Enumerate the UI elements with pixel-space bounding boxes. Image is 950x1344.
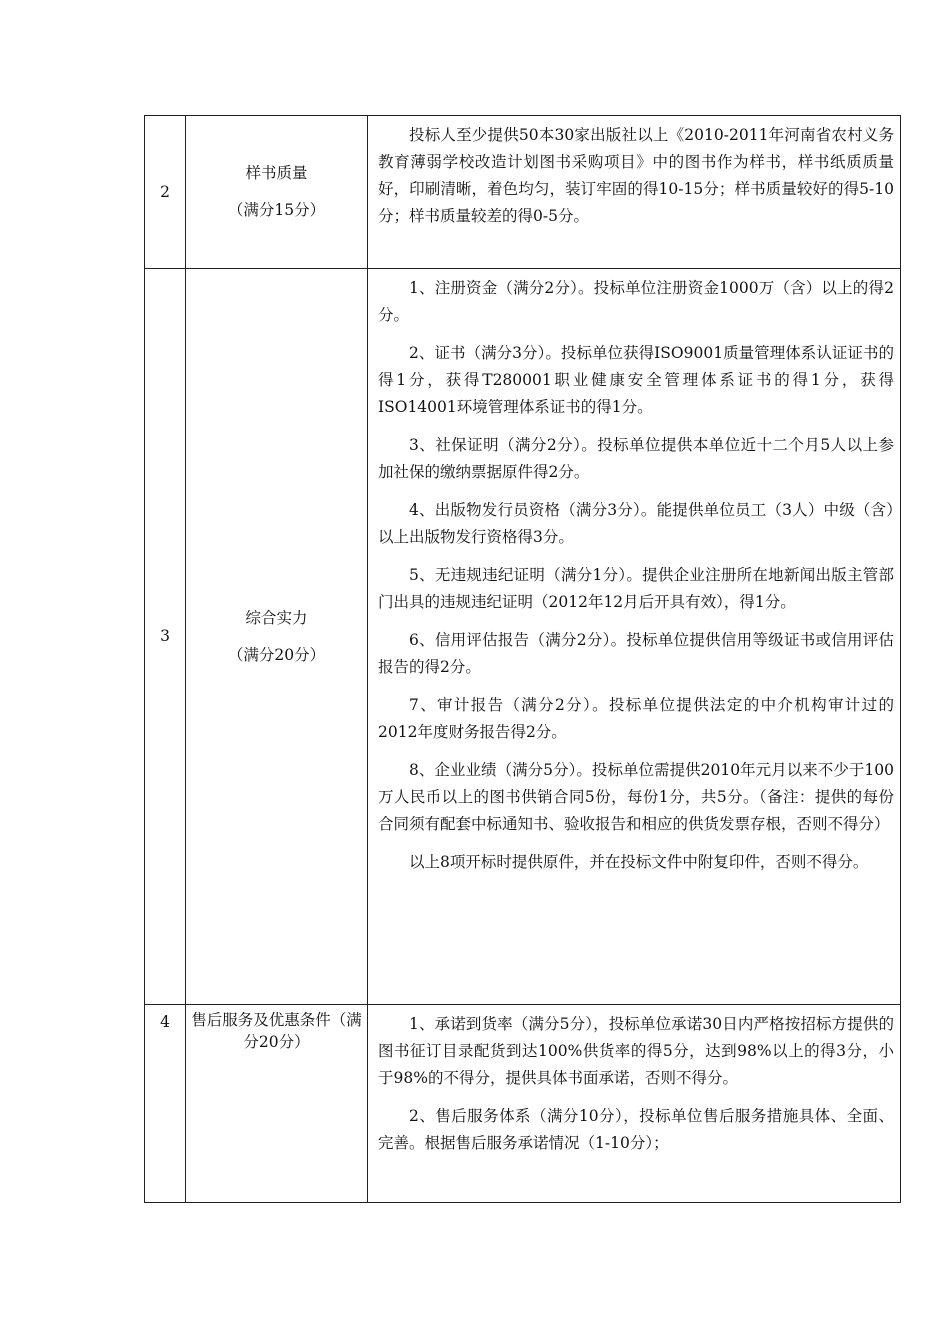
criterion-description — [368, 1005, 901, 1203]
description-paragraph: 1、承诺到货率（满分5分），投标单位承诺30日内严格按招标方提供的图书征订目录配货到达100%供货率的得5分，达到98%以上的得3分，小于98%的不得分，提供具体书面承诺，否则不得分。 — [378, 1015, 894, 1087]
criterion-description — [368, 116, 901, 269]
criterion-name: 综合实力 — [245, 608, 308, 627]
row-number: 4 — [145, 1005, 186, 1203]
description-paragraph: 投标人至少提供50本30家出版社以上《2010-2011年河南省农村义务教育薄弱学校改造计划图书采购项目》中的图书作为样书，样书纸质质量好，印刷清晰，着色均匀，装订牢固的得10-15分；样书质量较好的得5-10分；样书质量较差的得0-5分。 — [378, 126, 894, 225]
description-paragraph: 以上8项开标时提供原件，并在投标文件中附复印件，否则不得分。 — [409, 853, 869, 871]
description-paragraph: 8、企业业绩（满分5分）。投标单位需提供2010年元月以来不少于100万人民币以上的图书供销合同5份，每份1分，共5分。（备注：提供的每份合同须有配套中标通知书、验收报告和相应的供货发票存根，否则不得分） — [378, 761, 894, 833]
criterion-cell — [186, 1005, 368, 1203]
description-paragraph: 7、审计报告（满分2分）。投标单位提供法定的中介机构审计过的2012年度财务报告得2分。 — [378, 696, 894, 741]
criterion-cell — [186, 116, 368, 269]
table-row — [145, 1005, 901, 1203]
description-paragraph: 2、售后服务体系（满分10分），投标单位售后服务措施具体、全面、完善。根据售后服务承诺情况（1-10分）； — [378, 1107, 894, 1152]
row-number: 2 — [145, 116, 186, 269]
scoring-table — [144, 115, 901, 1203]
criterion-name: 售后服务及优惠条件（满分20分） — [191, 1011, 362, 1051]
criterion-name: 样书质量 — [245, 164, 308, 182]
description-paragraph: 6、信用评估报告（满分2分）。投标单位提供信用等级证书或信用评估报告的得2分。 — [378, 631, 894, 676]
table-row — [145, 269, 901, 1005]
criterion-max-score: （满分20分） — [227, 645, 326, 664]
description-paragraph: 1、注册资金（满分2分）。投标单位注册资金1000万（含）以上的得2分。 — [378, 279, 894, 324]
description-paragraph: 4、出版物发行员资格（满分3分）。能提供单位员工（3人）中级（含）以上出版物发行资格得3分。 — [378, 501, 894, 546]
criterion-max-score: （满分15分） — [227, 201, 326, 219]
description-paragraph: 5、无违规违纪证明（满分1分）。提供企业注册所在地新闻出版主管部门出具的违规违纪证明（2012年12月后开具有效），得1分。 — [378, 566, 894, 611]
description-paragraph: 2、证书（满分3分）。投标单位获得ISO9001质量管理体系认证证书的得1分，获得T280001职业健康安全管理体系证书的得1分，获得ISO14001环境管理体系证书的得1分。 — [378, 344, 894, 416]
table-row — [145, 116, 901, 269]
criterion-description — [368, 269, 901, 1005]
row-number: 3 — [145, 269, 186, 1005]
criterion-cell — [186, 269, 368, 1005]
description-paragraph: 3、社保证明（满分2分）。投标单位提供本单位近十二个月5人以上参加社保的缴纳票据原件得2分。 — [378, 436, 894, 481]
